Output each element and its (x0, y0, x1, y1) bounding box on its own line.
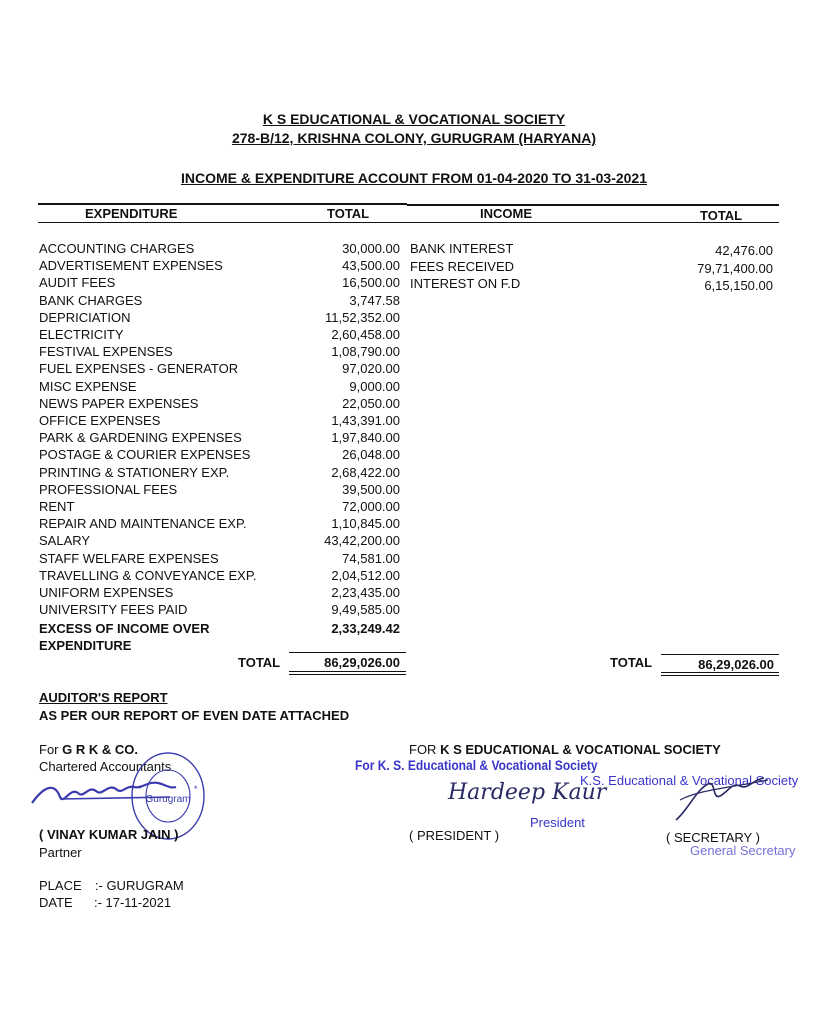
total-right-bottom-rule-1 (661, 672, 779, 673)
expenditure-row-amount: 26,048.00 (342, 447, 400, 463)
date-label: DATE (39, 895, 73, 910)
society-for-prefix: FOR (409, 742, 441, 757)
expenditure-row-label: PROFESSIONAL FEES (39, 481, 178, 497)
col-income: INCOME (480, 206, 532, 221)
header-rule-right-top (407, 204, 779, 206)
total-right-amount: 86,29,026.00 (698, 657, 774, 672)
auditor-for-prefix: For (39, 742, 63, 757)
auditor-firm-type: Chartered Accountants (39, 759, 172, 774)
total-right-top-rule (661, 654, 779, 655)
expenditure-row-label: RENT (39, 499, 75, 514)
income-row-label: INTEREST ON F.D (410, 276, 521, 292)
expenditure-row-amount: 3,747.58 (349, 292, 400, 308)
col-total-right: TOTAL (700, 208, 743, 223)
expenditure-row-amount: 16,500.00 (342, 275, 400, 291)
expenditure-row-label: UNIVERSITY FEES PAID (39, 602, 188, 618)
expenditure-row-amount: 30,000.00 (342, 241, 400, 256)
svg-text:*: * (138, 784, 142, 794)
header-rule-left-top (38, 203, 407, 205)
expenditure-row-label: FESTIVAL EXPENSES (39, 344, 173, 360)
expenditure-row-amount: 97,020.00 (342, 361, 400, 377)
income-row-label: FEES RECEIVED (410, 258, 515, 274)
header-rule-bottom (38, 222, 779, 223)
place-value: :- GURUGRAM (94, 878, 184, 893)
auditor-for-line (39, 741, 138, 758)
expenditure-row-label: FUEL EXPENSES - GENERATOR (39, 361, 239, 377)
org-address: 278-B/12, KRISHNA COLONY, GURUGRAM (HARYANA) (231, 130, 597, 146)
president-stamp: President (530, 815, 585, 830)
total-left-label: TOTAL (238, 655, 281, 670)
expenditure-row-amount: 43,42,200.00 (324, 533, 400, 549)
svg-text:*: * (194, 784, 198, 794)
total-right-label: TOTAL (610, 655, 653, 670)
president-signature: Hardeep Kaur (448, 780, 607, 805)
expenditure-row-amount: 9,49,585.00 (331, 602, 400, 618)
expenditure-row-amount: 1,97,840.00 (331, 430, 400, 446)
date-line (39, 894, 171, 911)
expenditure-row-amount: 22,050.00 (342, 395, 400, 411)
statement-title: INCOME & EXPENDITURE ACCOUNT FROM 01-04-2020 TO 31-03-2021 (180, 170, 647, 186)
auditor-firm: G R K & CO. (62, 742, 138, 757)
expenditure-row-amount: 2,60,458.00 (331, 327, 400, 342)
expenditure-row-label: OFFICE EXPENSES (39, 413, 161, 428)
total-left-top-rule (289, 652, 406, 653)
income-row-amount: 6,15,150.00 (704, 278, 773, 294)
auditor-report-line: AS PER OUR REPORT OF EVEN DATE ATTACHED (39, 708, 350, 723)
excess-label-2: EXPENDITURE (39, 638, 132, 653)
expenditure-row-amount: 11,52,352.00 (325, 309, 400, 325)
total-left-amount: 86,29,026.00 (324, 655, 400, 670)
expenditure-row-amount: 39,500.00 (342, 481, 400, 497)
expenditure-row-amount: 2,23,435.00 (331, 585, 400, 600)
society-for-line (409, 741, 721, 758)
secretary-stamp: General Secretary (690, 843, 796, 858)
expenditure-row-label: REPAIR AND MAINTENANCE EXP. (39, 516, 247, 532)
expenditure-row-amount: 2,04,512.00 (331, 567, 400, 583)
date-value: :- 17-11-2021 (93, 895, 172, 910)
total-left-bottom-rule-2 (289, 674, 406, 675)
expenditure-row-label: ELECTRICITY (39, 327, 124, 342)
income-row-amount: 42,476.00 (715, 243, 773, 258)
expenditure-row-amount: 43,500.00 (342, 258, 400, 274)
expenditure-row-amount: 72,000.00 (342, 499, 400, 514)
total-right-bottom-rule-2 (661, 675, 779, 676)
org-name: K S EDUCATIONAL & VOCATIONAL SOCIETY (262, 111, 566, 127)
expenditure-row-label: AUDIT FEES (39, 275, 116, 291)
place-line (39, 877, 184, 894)
expenditure-row-amount: 9,000.00 (349, 378, 400, 394)
svg-text:Gurugram: Gurugram (145, 794, 191, 805)
total-left-bottom-rule-1 (289, 671, 406, 672)
income-row-label: BANK INTEREST (410, 241, 514, 256)
auditor-signature (30, 775, 180, 810)
expenditure-row-amount: 1,08,790.00 (331, 344, 400, 360)
expenditure-row-label: ADVERTISEMENT EXPENSES (39, 258, 223, 274)
excess-amount: 2,33,249.42 (331, 621, 400, 636)
expenditure-row-label: STAFF WELFARE EXPENSES (39, 550, 219, 566)
expenditure-row-label: PRINTING & STATIONERY EXP. (39, 464, 230, 480)
expenditure-row-label: SALARY (39, 533, 91, 549)
place-label: PLACE (39, 878, 82, 893)
partner-name: ( VINAY KUMAR JAIN ) (39, 827, 179, 842)
expenditure-row-amount: 1,10,845.00 (331, 516, 400, 532)
partner-role: Partner (39, 845, 82, 860)
secretary-signature (668, 770, 778, 830)
expenditure-row-amount: 2,68,422.00 (331, 464, 400, 480)
society-for-org: K S EDUCATIONAL & VOCATIONAL SOCIETY (440, 742, 721, 757)
expenditure-row-label: POSTAGE & COURIER EXPENSES (39, 447, 251, 463)
auditor-report-title: AUDITOR'S REPORT (39, 690, 168, 705)
expenditure-row-label: TRAVELLING & CONVEYANCE EXP. (39, 567, 257, 583)
expenditure-row-amount: 1,43,391.00 (331, 413, 400, 428)
president-label: ( PRESIDENT ) (409, 828, 500, 843)
excess-label-1: EXCESS OF INCOME OVER (39, 621, 210, 636)
society-stamp-line: For K. S. Educational & Vocational Society (355, 757, 598, 773)
expenditure-row-label: MISC EXPENSE (39, 378, 137, 394)
income-row-amount: 79,71,400.00 (697, 260, 773, 276)
society-stamp-line-2: K.S. Educational & Vocational Society (580, 773, 799, 788)
expenditure-row-label: PARK & GARDENING EXPENSES (39, 430, 242, 446)
col-expenditure: EXPENDITURE (85, 206, 178, 221)
expenditure-row-label: UNIFORM EXPENSES (39, 585, 174, 600)
expenditure-row-label: NEWS PAPER EXPENSES (39, 395, 199, 411)
expenditure-row-label: BANK CHARGES (39, 292, 143, 308)
col-total-left: TOTAL (327, 206, 370, 221)
expenditure-row-amount: 74,581.00 (342, 550, 400, 566)
expenditure-row-label: ACCOUNTING CHARGES (39, 241, 195, 256)
expenditure-row-label: DEPRICIATION (39, 309, 131, 325)
secretary-label: ( SECRETARY ) (666, 830, 760, 845)
